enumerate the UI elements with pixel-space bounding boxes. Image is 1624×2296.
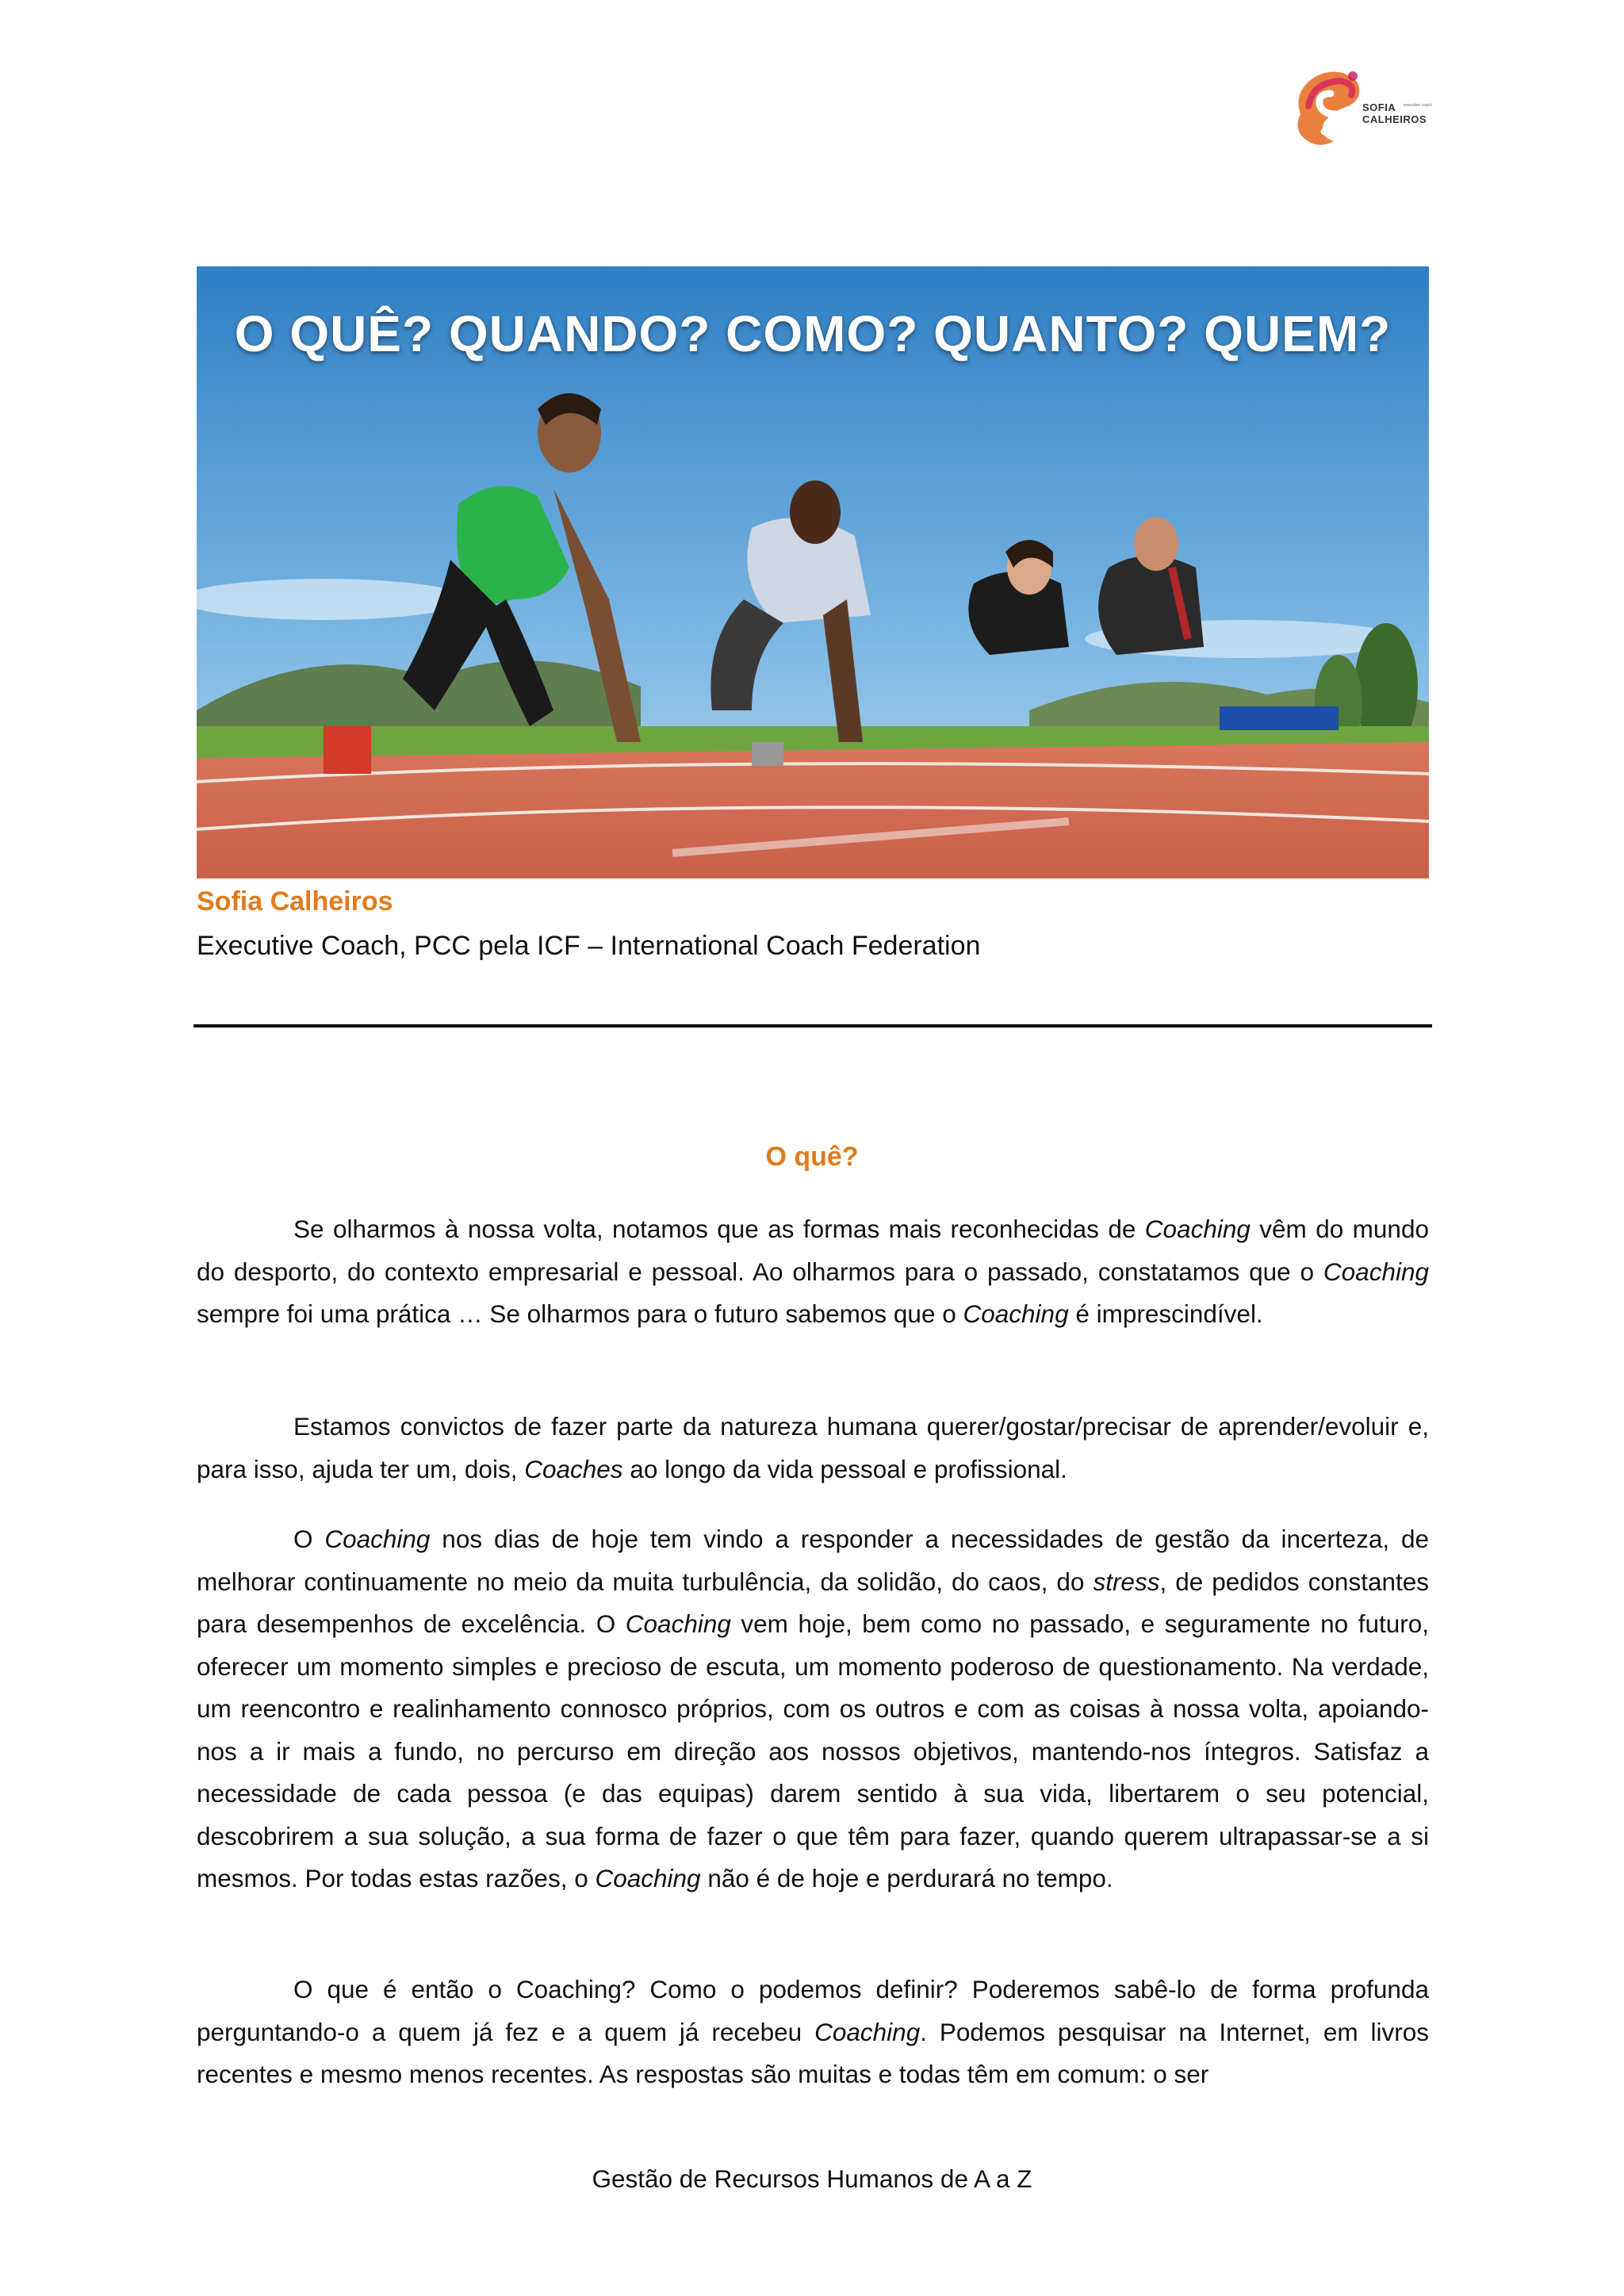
text-run: ao longo da vida pessoal e profissional.	[622, 1454, 1067, 1483]
author-role: Executive Coach, PCC pela ICF – International Coach Federation	[197, 931, 981, 961]
text-run: vem hoje, bem como no passado, e seguramente no futuro, oferecer um momento simples e precioso de escuta, um momento poderoso de questionamento. Na verdade, um reencontro e realinhamento connosco próprios, com os outros e com as coisas à nossa volta, apoiando-nos a ir mais a fundo, no percurso em direção aos nossos objetivos, mantendo-nos íntegros. Satisfaz a necessidade de cada pessoa (e das equipas) darem sentido à sua vida, libertarem o seu potencial, descobrirem a sua solução, a sua forma de fazer o que têm para fazer, quando querem ultrapassar-se a si mesmos. Por todas estas razões, o	[197, 1609, 1430, 1892]
paragraph-1	[197, 1208, 1429, 1336]
author-name: Sofia Calheiros	[197, 886, 393, 916]
text-run: O que é então o Coaching? Como o podemos definir? Poderemos sabê-lo de forma profunda perguntando-o a quem já fez e a quem já recebeu	[197, 1975, 1429, 2046]
italic-run: Coaches	[524, 1454, 623, 1483]
paragraph-4	[197, 1969, 1429, 2096]
section-heading: O quê?	[765, 1142, 859, 1172]
text-run: O	[293, 1525, 325, 1553]
text-run: , de pedidos constantes para desempenhos de excelência. O	[197, 1567, 1430, 1638]
logo-tagline: executive coach	[1404, 103, 1432, 108]
divider	[193, 1024, 1432, 1027]
logo-line-1: SOFIA	[1362, 101, 1396, 113]
text-run: Se olharmos à nossa volta, notamos que as formas mais reconhecidas de	[293, 1215, 1145, 1243]
paragraph-2	[197, 1406, 1429, 1490]
paragraph-3	[197, 1518, 1429, 1900]
italic-run: stress	[1093, 1567, 1160, 1596]
italic-run: Coaching	[625, 1609, 731, 1638]
text-run: vêm do mundo do desporto, do contexto empresarial e pessoal. Ao olharmos para o passado, constatamos que o	[197, 1215, 1429, 1286]
text-run: é imprescindível.	[1068, 1299, 1263, 1328]
italic-run: Coaching	[1323, 1257, 1429, 1286]
brand-logo	[1285, 59, 1435, 154]
italic-run: Coaching	[814, 2017, 921, 2046]
text-run: não é de hoje e perdurará no tempo.	[700, 1864, 1113, 1892]
italic-run: Coaching	[963, 1299, 1069, 1328]
logo-mark-icon	[1285, 59, 1372, 154]
logo-line-2: CALHEIROS	[1362, 113, 1427, 125]
italic-run: Coaching	[324, 1525, 431, 1553]
italic-run: Coaching	[595, 1864, 701, 1892]
hero-title: O QUÊ? QUANDO? COMO? QUANTO? QUEM?	[234, 305, 1392, 362]
hero-image	[197, 266, 1429, 878]
italic-run: Coaching	[1144, 1215, 1251, 1243]
text-run: nos dias de hoje tem vindo a responder a necessidades de gestão da incerteza, de melhorar continuamente no meio da muita turbulência, da solidão, do caos, do	[197, 1525, 1429, 1596]
page-footer: Gestão de Recursos Humanos de A a Z	[592, 2164, 1032, 2193]
text-run: Estamos convictos de fazer parte da natureza humana querer/gostar/precisar de aprender/evoluir e, para isso, ajuda ter um, dois,	[197, 1412, 1429, 1483]
text-run: . Podemos pesquisar na Internet, em livros recentes e mesmo menos recentes. As respostas são muitas e todas têm em comum: o ser	[197, 2017, 1429, 2088]
text-run: sempre foi uma prática … Se olharmos para o futuro sabemos que o	[197, 1299, 963, 1328]
